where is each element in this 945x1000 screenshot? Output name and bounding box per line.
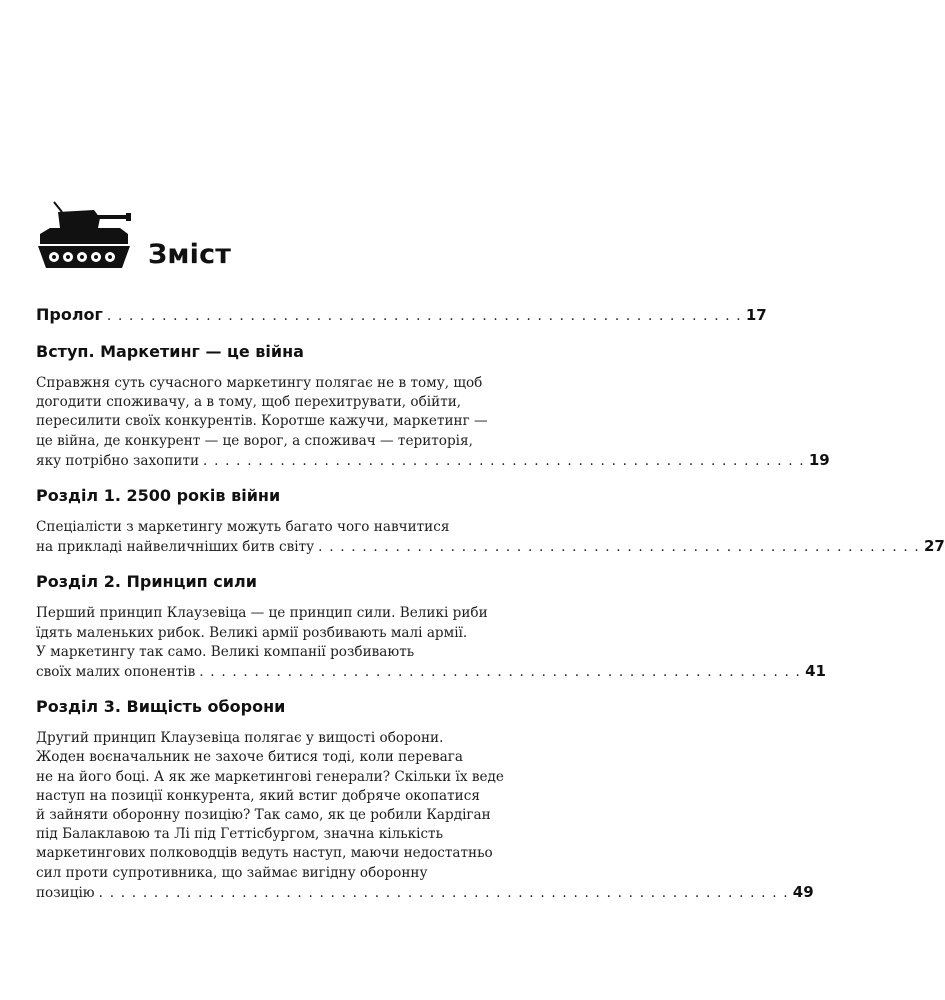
summary-line: пересилити своїх конкурентів. Коротше кажучи, маркетинг — [36, 413, 488, 430]
toc-entry-prologue[interactable] [36, 305, 767, 326]
prologue-title: Пролог [36, 305, 103, 324]
summary-line: позицію [36, 884, 95, 901]
page-number: 19 [808, 450, 830, 469]
chapter-summary [36, 518, 945, 557]
summary-line: не на його боці. А як же маркетингові генерали? Скільки їх веде [36, 768, 504, 785]
tank-icon [36, 198, 134, 274]
summary-line: під Балаклавою та Лі під Геттісбургом, значна кількість [36, 826, 443, 843]
summary-line: їдять маленьких рибок. Великі армії розбивають малі армії. [36, 624, 468, 641]
summary-line: на прикладі найвеличніших битв світу [36, 539, 315, 556]
table-of-contents [36, 305, 945, 918]
toc-entry-chapter-2[interactable] [36, 572, 826, 682]
dot-leader: . . . . . . . . . . . . . . . . . . . . . . . . . . . . . . . . . . . . . . . . . . . . . . . . . . . . . . . [203, 452, 805, 469]
dot-leader: . . . . . . . . . . . . . . . . . . . . . . . . . . . . . . . . . . . . . . . . . . . . . . . . . . . . . . . . . . [106, 308, 742, 324]
summary-line: й зайняти оборонну позицію? Так само, як це робили Кардіган [36, 807, 491, 824]
summary-last-line [36, 882, 814, 903]
chapter-title: Розділ 1. 2500 років війни [36, 486, 281, 506]
summary-line: Жоден воєначальник не захоче битися тоді, коли перевага [36, 749, 464, 766]
summary-line: Справжня суть сучасного маркетингу полягає не в тому, щоб [36, 375, 483, 391]
page-number: 27 [923, 537, 945, 556]
summary-line: наступ на позиції конкурента, який встиг добряче окопатися [36, 787, 480, 804]
chapter-title: Розділ 3. Вищість оборони [36, 697, 286, 717]
dot-leader: . . . . . . . . . . . . . . . . . . . . . . . . . . . . . . . . . . . . . . . . . . . . . . . . . . . . . . . [199, 664, 802, 681]
toc-entry-intro[interactable] [36, 342, 830, 471]
summary-line: своїх малих опонентів [36, 664, 196, 681]
page-number: 17 [745, 306, 767, 324]
toc-entry-chapter-1[interactable] [36, 486, 945, 557]
summary-line: Другий принцип Клаузевіца полягає у вищості оборони. [36, 730, 444, 747]
summary-last-line [36, 450, 830, 471]
dot-leader: . . . . . . . . . . . . . . . . . . . . . . . . . . . . . . . . . . . . . . . . . . . . . . . . . . . . . . . . . . . . . . . [98, 884, 789, 901]
toc-header [36, 198, 231, 274]
summary-line: У маркетингу так само. Великі компанії розбивають [36, 643, 415, 660]
summary-line: Спеціалісти з маркетингу можуть багато чого навчитися [36, 519, 450, 536]
summary-last-line [36, 537, 945, 557]
chapter-summary [36, 604, 826, 682]
summary-line: Перший принцип Клаузевіца — це принцип сили. Великі риби [36, 605, 488, 622]
summary-line: маркетингових полководців ведуть наступ, маючи недостатньо [36, 845, 493, 862]
chapter-summary [36, 729, 814, 903]
chapter-summary [36, 374, 830, 471]
page-number: 49 [792, 882, 814, 901]
summary-line: сил проти супротивника, що займає вигідну оборонну [36, 864, 428, 881]
chapter-title: Вступ. Маркетинг — це війна [36, 342, 304, 361]
summary-line: яку потрібно захопити [36, 452, 200, 469]
toc-entry-chapter-3[interactable] [36, 697, 814, 903]
summary-line: догодити споживачу, а в тому, щоб перехитрувати, обійти, [36, 394, 462, 411]
chapter-title: Розділ 2. Принцип сили [36, 572, 257, 592]
page-title: Зміст [148, 239, 232, 270]
dot-leader: . . . . . . . . . . . . . . . . . . . . . . . . . . . . . . . . . . . . . . . . . . . . . . . . . . . . . . . [318, 539, 920, 556]
page-number: 41 [805, 662, 826, 681]
summary-last-line [36, 662, 826, 682]
summary-line: це війна, де конкурент — це ворог, а споживач — територія, [36, 432, 473, 449]
